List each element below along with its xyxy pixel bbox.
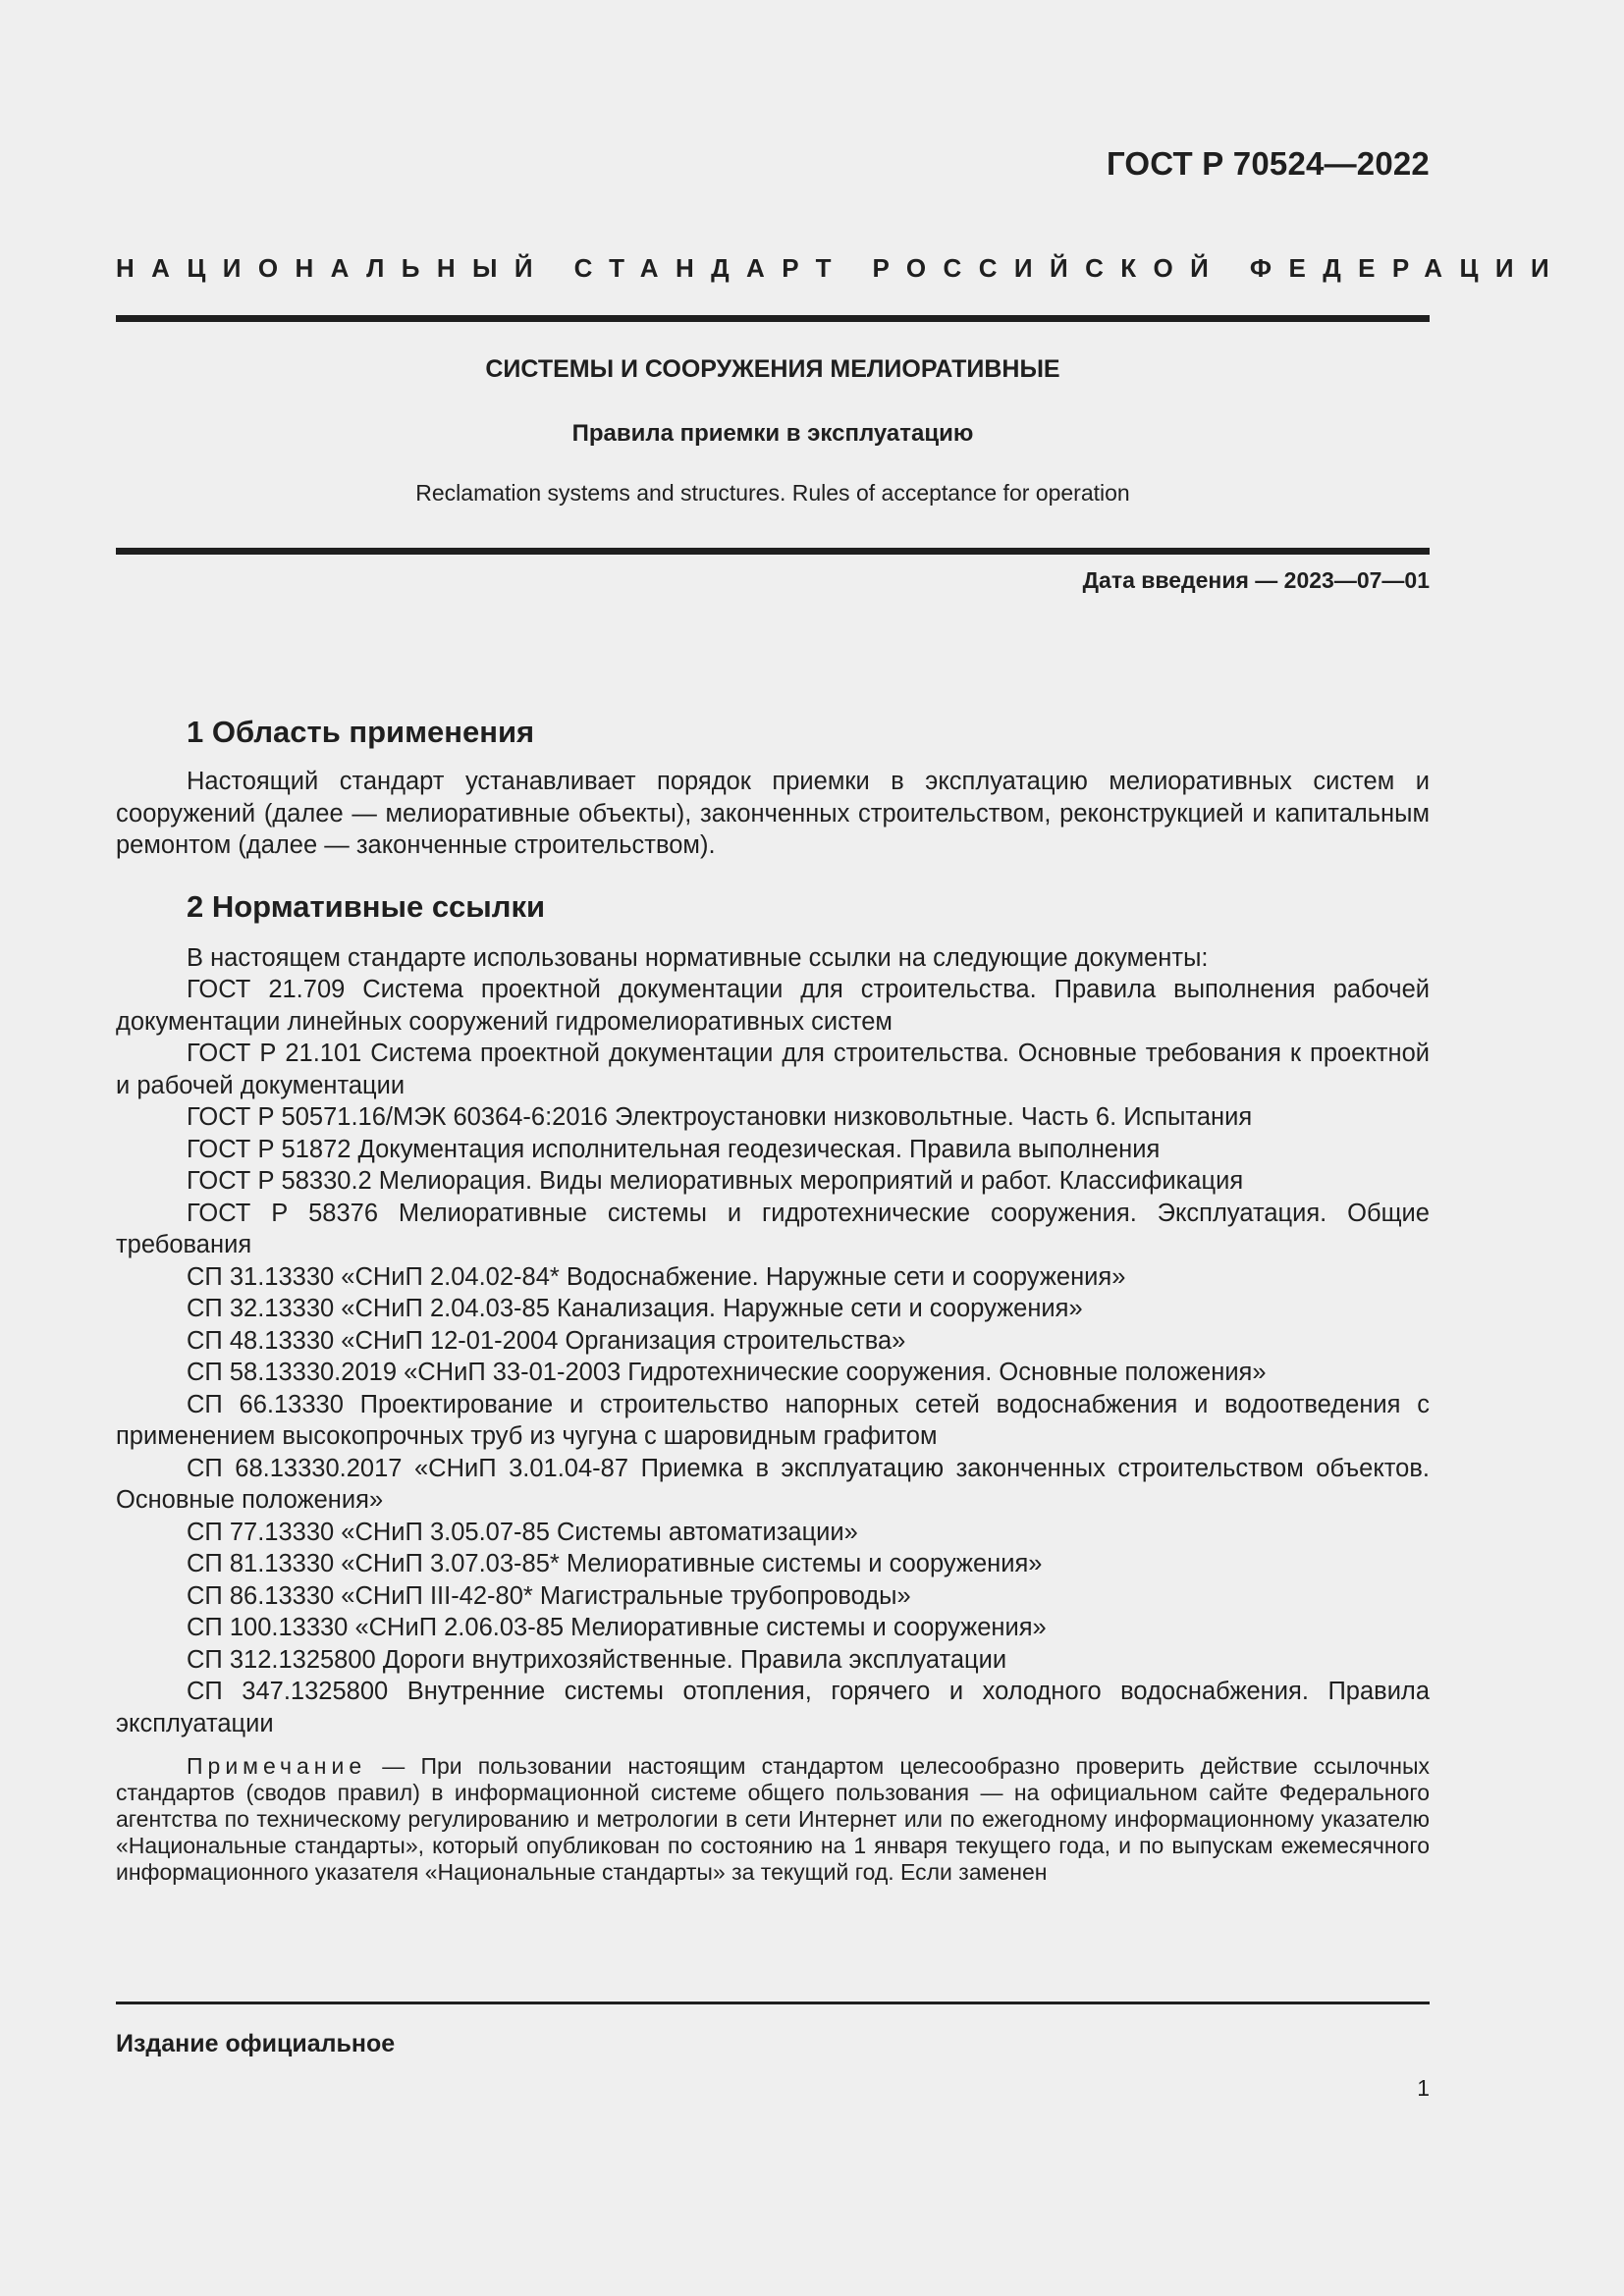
footer-divider: [116, 2002, 1430, 2004]
title-divider: [116, 548, 1430, 555]
reference-item: ГОСТ Р 21.101 Система проектной документации для строительства. Основные требования к проектной и рабочей документации: [116, 1040, 1430, 1099]
reference-item: ГОСТ Р 58376 Мелиоративные системы и гидротехнические сооружения. Эксплуатация. Общие требования: [116, 1199, 1430, 1258]
reference-item: СП 58.13330.2019 «СНиП 33-01-2003 Гидротехнические сооружения. Основные положения»: [187, 1359, 1267, 1386]
reference-item: ГОСТ Р 58330.2 Мелиорация. Виды мелиоративных мероприятий и работ. Классификация: [187, 1167, 1244, 1195]
document-body: [116, 711, 1430, 1900]
page-number: 1: [1417, 2075, 1430, 2101]
reference-item: СП 48.13330 «СНиП 12-01-2004 Организация строительства»: [187, 1326, 906, 1355]
national-standard-title: НАЦИОНАЛЬНЫЙ СТАНДАРТ РОССИЙСКОЙ ФЕДЕРАЦИИ: [116, 253, 1567, 283]
document-number: ГОСТ Р 70524—2022: [1106, 145, 1430, 182]
section-1-heading: 1 Область применения: [187, 715, 535, 749]
reference-item: СП 66.13330 Проектирование и строительство напорных сетей водоснабжения и водоотведения с применением высокопрочных труб из чугуна с шаровидным графитом: [116, 1390, 1430, 1450]
standard-title: СИСТЕМЫ И СООРУЖЕНИЯ МЕЛИОРАТИВНЫЕ: [485, 355, 1060, 383]
reference-item: ГОСТ Р 51872 Документация исполнительная геодезическая. Правила выполнения: [187, 1135, 1161, 1163]
reference-item: СП 100.13330 «СНиП 2.06.03-85 Мелиоративные системы и сооружения»: [187, 1614, 1047, 1641]
top-divider: [116, 315, 1430, 322]
section-1-text: Настоящий стандарт устанавливает порядок приемки в эксплуатацию мелиоративных систем и сооружений (далее — мелиоративные объекты), законченных строительством, реконструкцией и капитальным ремонтом (далее — законченные строительством).: [116, 768, 1430, 859]
reference-item: ГОСТ Р 50571.16/МЭК 60364-6:2016 Электроустановки низковольтные. Часть 6. Испытания: [187, 1103, 1253, 1131]
reference-item: СП 312.1325800 Дороги внутрихозяйственные. Правила эксплуатации: [187, 1645, 1007, 1674]
edition-label: Издание официальное: [116, 2030, 396, 2057]
standard-subtitle: Правила приемки в эксплуатацию: [571, 420, 974, 447]
reference-item: ГОСТ 21.709 Система проектной документации для строительства. Правила выполнения рабочей документации линейных сооружений гидромелиоративных систем: [116, 976, 1430, 1036]
references-list: [116, 974, 1430, 1739]
introduction-date: Дата введения — 2023—07—01: [1082, 567, 1430, 593]
reference-item: СП 68.13330.2017 «СНиП 3.01.04-87 Приемка в эксплуатацию законченных строительством объектов. Основные положения»: [116, 1454, 1430, 1514]
note-text: — При пользовании настоящим стандартом целесообразно проверить действие ссылочных стандартов (сводов правил) в информационной системе общего пользования — на официальном сайте Федерального агентства по техническому регулированию и метрологии в сети Интернет или по ежегодному информационному указателю «Национальные стандарты», который опубликован по состоянию на 1 января текущего года, и по выпускам ежемесячного информационного указателя «Национальные стандарты» за текущий год. Если заменен: [116, 1753, 1430, 1885]
standard-english-title: Reclamation systems and structures. Rules of acceptance for operation: [415, 480, 1130, 506]
reference-item: СП 81.13330 «СНиП 3.07.03-85* Мелиоративные системы и сооружения»: [187, 1550, 1043, 1577]
references-intro: В настоящем стандарте использованы нормативные ссылки на следующие документы:: [187, 943, 1209, 972]
note: [116, 1753, 1430, 1900]
reference-item: СП 31.13330 «СНиП 2.04.02-84* Водоснабжение. Наружные сети и сооружения»: [187, 1262, 1126, 1291]
reference-item: СП 32.13330 «СНиП 2.04.03-85 Канализация. Наружные сети и сооружения»: [187, 1295, 1083, 1322]
section-2-heading: 2 Нормативные ссылки: [187, 888, 546, 924]
reference-item: СП 77.13330 «СНиП 3.05.07-85 Системы автоматизации»: [187, 1518, 858, 1546]
reference-item: СП 86.13330 «СНиП III-42-80* Магистральные трубопроводы»: [187, 1581, 911, 1610]
reference-item: СП 347.1325800 Внутренние системы отопления, горячего и холодного водоснабжения. Правила эксплуатации: [116, 1678, 1430, 1737]
note-label: Примечание: [187, 1753, 367, 1779]
